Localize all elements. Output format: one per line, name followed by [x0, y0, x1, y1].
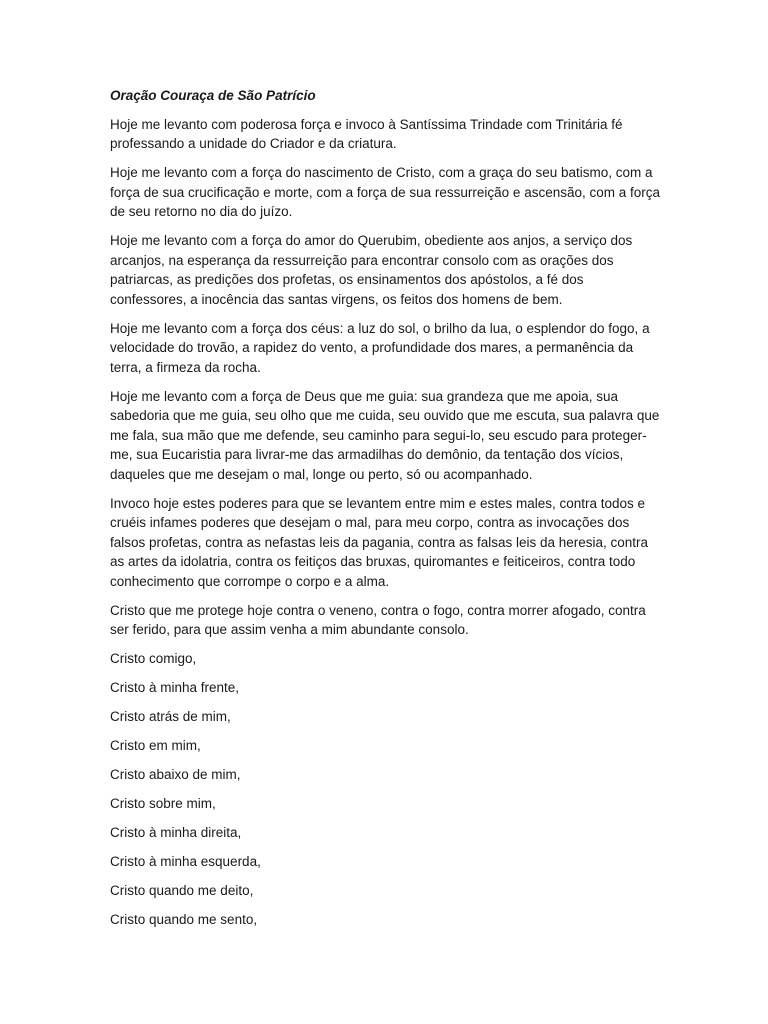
- paragraph-4: Hoje me levanto com a força dos céus: a luz do sol, o brilho da lua, o esplendor do fogo, a velocidade do trovão, a rapidez do vento, a profundidade dos mares, a permanência da terra, a firmeza da rocha.: [110, 320, 650, 375]
- litany-line-4: Cristo em mim,: [110, 738, 201, 753]
- paragraph-7: Cristo que me protege hoje contra o veneno, contra o fogo, contra morrer afogado, contra ser ferido, para que assim venha a mim abundante consolo.: [110, 602, 646, 637]
- paragraph-3: Hoje me levanto com a força do amor do Querubim, obediente aos anjos, a serviço dos arcanjos, na esperança da ressurreição para encontrar consolo com as orações dos patriarcas, as predições dos profetas, os ensinamentos dos apóstolos, a fé dos confessores, a inocência das santas virgens, os feitos dos homens de bem.: [110, 233, 633, 307]
- paragraph-5: Hoje me levanto com a força de Deus que me guia: sua grandeza que me apoia, sua sabedoria que me guia, seu olho que me cuida, seu ouvido que me escuta, sua palavra que me fala, sua mão que me defende, seu caminho para segui-lo, seu escudo para proteger-me, sua Eucaristia para livrar-me das armadilhas do demônio, da tentação dos vícios, daqueles que me desejam o mal, longe ou perto, só ou acompanhado.: [110, 388, 660, 482]
- paragraph-6: Invoco hoje estes poderes para que se levantem entre mim e estes males, contra todos e cruéis infames poderes que desejam o mal, para meu corpo, contra as invocações dos falsos profetas, contra as nefastas leis da pagania, contra as falsas leis da heresia, contra as artes da idolatria, contra os feitiços das bruxas, quiromantes e feiticeiros, contra todo conhecimento que corrompe o corpo e a alma.: [110, 495, 649, 589]
- litany-line-9: Cristo quando me deito,: [110, 883, 254, 898]
- litany-line-2: Cristo à minha frente,: [110, 680, 240, 695]
- litany-line-8: Cristo à minha esquerda,: [110, 854, 261, 869]
- paragraph-2: Hoje me levanto com a força do nascimento de Cristo, com a graça do seu batismo, com a força de sua crucificação e morte, com a força de sua ressurreição e ascensão, com a força de seu retorno no dia do juízo.: [110, 165, 661, 219]
- litany-line-6: Cristo sobre mim,: [110, 796, 216, 811]
- litany-line-3: Cristo atrás de mim,: [110, 709, 231, 724]
- litany-line-7: Cristo à minha direita,: [110, 825, 242, 840]
- litany-line-1: Cristo comigo,: [110, 651, 197, 666]
- document-title: Oração Couraça de São Patrício: [110, 88, 316, 103]
- paragraph-1: Hoje me levanto com poderosa força e invoco à Santíssima Trindade com Trinitária fé professando a unidade do Criador e da criatura.: [110, 116, 623, 151]
- litany-line-5: Cristo abaixo de mim,: [110, 767, 241, 782]
- document-body: [110, 86, 662, 939]
- litany-line-10: Cristo quando me sento,: [110, 912, 258, 927]
